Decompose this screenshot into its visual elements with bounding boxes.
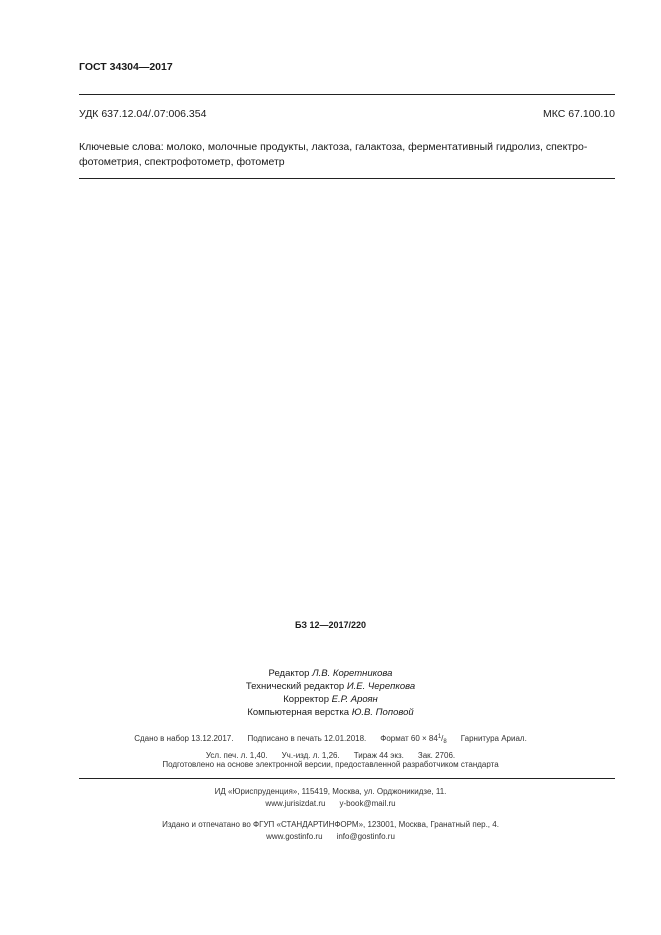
document-header-title: ГОСТ 34304—2017 — [79, 61, 173, 73]
prepared-note: Подготовлено на основе электронной версии, предоставленной разработчиком стандарта — [162, 760, 499, 769]
publication-line-1: Сдано в набор 13.12.2017. Подписано в печать 12.01.2018. Формат $60 \times 84^1/_8$ Гарнитура Ариал. — [134, 734, 527, 745]
imprint-divider — [79, 778, 615, 779]
mks-code: МКС 67.100.10 — [543, 108, 615, 120]
publisher-email-link[interactable]: y-book@mail.ru — [339, 799, 396, 808]
staff-tech-editor: Технический редактор И.Е. Черепкова — [245, 681, 416, 692]
publisher-contacts — [0, 798, 661, 810]
keywords-text: Ключевые слова: молоко, молочные продукты, лактоза, галактоза, ферментативный гидролиз, спектро-фотометрия, спектрофотометр, фотометр — [79, 141, 588, 168]
bz-number: БЗ 12—2017/220 — [294, 620, 367, 630]
publisher-block — [0, 786, 661, 810]
printer-email-link[interactable]: info@gostinfo.ru — [336, 832, 395, 841]
header-divider — [79, 94, 615, 95]
publication-info — [0, 731, 661, 762]
publication-line-2: Усл. печ. л. 1,40. Уч.-изд. л. 1,26. Тираж 44 экз. Зак. 2706. — [205, 751, 456, 760]
staff-corrector: Корректор Е.Р. Ароян — [283, 694, 378, 705]
staff-editor: Редактор Л.В. Коретникова — [268, 668, 393, 679]
publisher-address: ИД «Юриспруденция», 115419, Москва, ул. Орджоникидзе, 11. — [214, 787, 447, 796]
printer-site-link[interactable]: www.gostinfo.ru — [266, 832, 323, 841]
staff-block — [0, 667, 661, 719]
keywords-divider — [79, 178, 615, 179]
staff-layout: Компьютерная верстка Ю.В. Поповой — [247, 707, 414, 718]
printer-block — [0, 819, 661, 843]
udk-code: УДК 637.12.04/.07:006.354 — [79, 108, 207, 120]
printer-contacts — [0, 831, 661, 843]
printer-address: Издано и отпечатано во ФГУП «СТАНДАРТИНФОРМ», 123001, Москва, Гранатный пер., 4. — [162, 820, 499, 829]
publisher-site-link[interactable]: www.jurisizdat.ru — [265, 799, 326, 808]
